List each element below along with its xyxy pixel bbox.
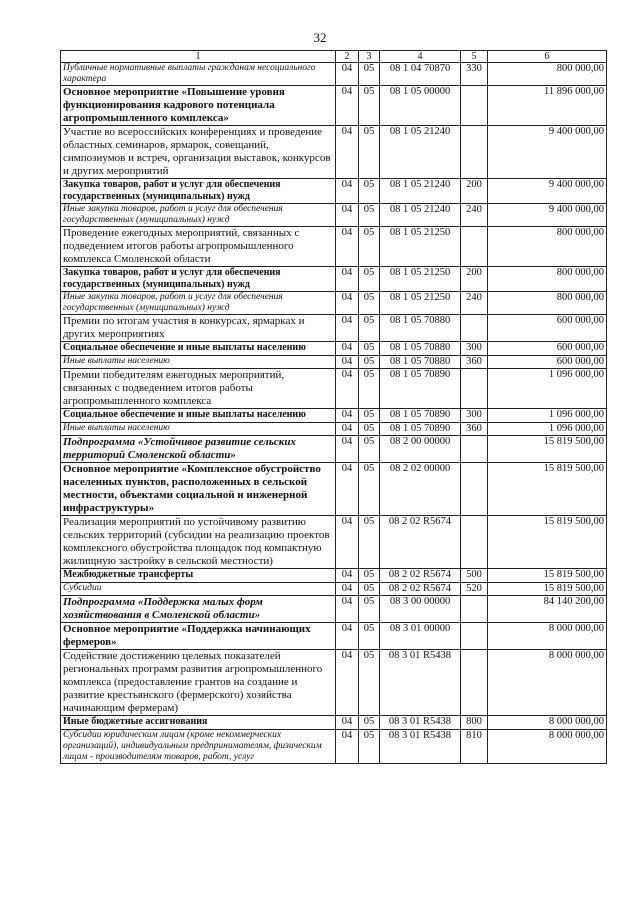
cell-section: 04 [336, 650, 359, 716]
cell-section: 04 [336, 463, 359, 516]
cell-subsection: 05 [359, 355, 380, 369]
cell-section: 04 [336, 342, 359, 356]
cell-section: 04 [336, 596, 359, 623]
cell-target-code: 08 1 05 70880 [380, 355, 461, 369]
table-row [61, 369, 607, 409]
cell-expense-type [461, 126, 488, 179]
cell-subsection: 05 [359, 126, 380, 179]
cell-amount: 1 096 000,00 [488, 409, 607, 423]
cell-amount: 15 819 500,00 [488, 569, 607, 583]
cell-section: 04 [336, 409, 359, 423]
cell-subsection: 05 [359, 596, 380, 623]
cell-expense-type: 200 [461, 267, 488, 292]
page-number: 32 [313, 30, 327, 45]
cell-target-code: 08 3 00 00000 [380, 596, 461, 623]
cell-subsection: 05 [359, 409, 380, 423]
header-cell-subsection: 3 [359, 51, 380, 63]
table-row [61, 204, 607, 227]
cell-item-name: Основное мероприятие «Комплексное обустройство населенных пунктов, расположенных в сельской местности, объектами социальной и инженерной инфраструктуры» [61, 463, 336, 516]
cell-amount: 8 000 000,00 [488, 716, 607, 730]
cell-section: 04 [336, 63, 359, 86]
cell-item-name: Закупка товаров, работ и услуг для обеспечения государственных (муниципальных) нужд [61, 267, 336, 292]
cell-section: 04 [336, 422, 359, 436]
cell-section: 04 [336, 582, 359, 596]
cell-expense-type: 240 [461, 204, 488, 227]
cell-amount: 9 400 000,00 [488, 204, 607, 227]
cell-subsection: 05 [359, 86, 380, 126]
cell-amount: 600 000,00 [488, 355, 607, 369]
table-row [61, 63, 607, 86]
cell-section: 04 [336, 179, 359, 204]
table-row [61, 623, 607, 650]
cell-item-name: Межбюджетные трансферты [61, 569, 336, 583]
cell-item-name: Иные закупки товаров, работ и услуг для обеспечения государственных (муниципальных) нужд [61, 292, 336, 315]
cell-expense-type [461, 436, 488, 463]
cell-expense-type: 800 [461, 716, 488, 730]
cell-target-code: 08 2 02 00000 [380, 463, 461, 516]
table-row [61, 516, 607, 569]
table-row [61, 292, 607, 315]
cell-target-code: 08 2 02 R5674 [380, 516, 461, 569]
cell-section: 04 [336, 729, 359, 763]
table-row [61, 227, 607, 267]
cell-amount: 15 819 500,00 [488, 463, 607, 516]
cell-item-name: Реализация мероприятий по устойчивому развитию сельских территорий (субсидии на реализацию проектов комплексного обустройства площадок под компактную жилищную застройку в сельской местности) [61, 516, 336, 569]
cell-subsection: 05 [359, 463, 380, 516]
cell-amount: 15 819 500,00 [488, 582, 607, 596]
cell-expense-type [461, 227, 488, 267]
cell-target-code: 08 1 04 70870 [380, 63, 461, 86]
cell-amount: 84 140 200,00 [488, 596, 607, 623]
cell-subsection: 05 [359, 315, 380, 342]
table-row [61, 126, 607, 179]
cell-subsection: 05 [359, 422, 380, 436]
cell-target-code: 08 1 05 00000 [380, 86, 461, 126]
cell-subsection: 05 [359, 204, 380, 227]
cell-section: 04 [336, 86, 359, 126]
cell-expense-type: 200 [461, 179, 488, 204]
cell-subsection: 05 [359, 267, 380, 292]
cell-section: 04 [336, 315, 359, 342]
cell-expense-type [461, 86, 488, 126]
cell-item-name: Участие во всероссийских конференциях и проведение областных семинаров, ярмарок, совещаний, симпозиумов и встреч, организация выставок, конкурсов и других мероприятий [61, 126, 336, 179]
table-row [61, 582, 607, 596]
cell-target-code: 08 1 05 21240 [380, 204, 461, 227]
cell-amount: 8 000 000,00 [488, 729, 607, 763]
table-row [61, 569, 607, 583]
cell-expense-type: 360 [461, 355, 488, 369]
cell-target-code: 08 1 05 70890 [380, 409, 461, 423]
cell-target-code: 08 1 05 70880 [380, 315, 461, 342]
cell-target-code: 08 1 05 70880 [380, 342, 461, 356]
cell-expense-type [461, 596, 488, 623]
cell-expense-type: 520 [461, 582, 488, 596]
cell-target-code: 08 1 05 70890 [380, 422, 461, 436]
cell-item-name: Закупка товаров, работ и услуг для обеспечения государственных (муниципальных) нужд [61, 179, 336, 204]
cell-subsection: 05 [359, 516, 380, 569]
cell-item-name: Субсидии [61, 582, 336, 596]
table-row [61, 355, 607, 369]
cell-target-code: 08 2 02 R5674 [380, 582, 461, 596]
table-row [61, 729, 607, 763]
cell-section: 04 [336, 355, 359, 369]
cell-item-name: Публичные нормативные выплаты гражданам несоциального характера [61, 63, 336, 86]
table-row [61, 409, 607, 423]
cell-target-code: 08 2 00 00000 [380, 436, 461, 463]
cell-target-code: 08 1 05 21250 [380, 292, 461, 315]
header-cell-name: 1 [61, 51, 336, 63]
cell-amount: 9 400 000,00 [488, 126, 607, 179]
cell-subsection: 05 [359, 582, 380, 596]
cell-expense-type: 360 [461, 422, 488, 436]
cell-target-code: 08 3 01 00000 [380, 623, 461, 650]
cell-expense-type [461, 650, 488, 716]
cell-subsection: 05 [359, 369, 380, 409]
cell-amount: 800 000,00 [488, 63, 607, 86]
cell-amount: 1 096 000,00 [488, 369, 607, 409]
cell-expense-type: 240 [461, 292, 488, 315]
cell-subsection: 05 [359, 623, 380, 650]
cell-expense-type [461, 315, 488, 342]
cell-item-name: Иные закупки товаров, работ и услуг для обеспечения государственных (муниципальных) нужд [61, 204, 336, 227]
cell-item-name: Основное мероприятие «Повышение уровня функционирования кадрового потенциала агропромышленного комплекса» [61, 86, 336, 126]
cell-section: 04 [336, 436, 359, 463]
cell-expense-type: 500 [461, 569, 488, 583]
table-row [61, 179, 607, 204]
cell-expense-type: 330 [461, 63, 488, 86]
cell-subsection: 05 [359, 342, 380, 356]
table-row [61, 342, 607, 356]
cell-item-name: Субсидии юридическим лицам (кроме некоммерческих организаций), индивидуальным предпринимателям, физическим лицам - производителям товаров, работ, услуг [61, 729, 336, 763]
header-cell-section: 2 [336, 51, 359, 63]
cell-section: 04 [336, 516, 359, 569]
cell-expense-type [461, 369, 488, 409]
cell-section: 04 [336, 716, 359, 730]
cell-subsection: 05 [359, 716, 380, 730]
table-row [61, 716, 607, 730]
cell-expense-type: 300 [461, 342, 488, 356]
cell-item-name: Основное мероприятие «Поддержка начинающих фермеров» [61, 623, 336, 650]
cell-target-code: 08 1 05 70890 [380, 369, 461, 409]
table-row [61, 596, 607, 623]
table-row [61, 86, 607, 126]
cell-section: 04 [336, 623, 359, 650]
cell-target-code: 08 3 01 R5438 [380, 729, 461, 763]
cell-expense-type: 300 [461, 409, 488, 423]
cell-subsection: 05 [359, 729, 380, 763]
budget-table-body [61, 51, 607, 764]
cell-item-name: Премии по итогам участия в конкурсах, ярмарках и других мероприятиях [61, 315, 336, 342]
cell-item-name: Социальное обеспечение и иные выплаты населению [61, 342, 336, 356]
cell-target-code: 08 1 05 21240 [380, 126, 461, 179]
table-row [61, 463, 607, 516]
cell-target-code: 08 3 01 R5438 [380, 716, 461, 730]
cell-section: 04 [336, 126, 359, 179]
table-row [61, 267, 607, 292]
cell-item-name: Социальное обеспечение и иные выплаты населению [61, 409, 336, 423]
cell-section: 04 [336, 227, 359, 267]
cell-subsection: 05 [359, 569, 380, 583]
cell-subsection: 05 [359, 179, 380, 204]
cell-item-name: Премии победителям ежегодных мероприятий, связанных с подведением итогов работы агропромышленного комплекса [61, 369, 336, 409]
cell-amount: 600 000,00 [488, 315, 607, 342]
table-row [61, 650, 607, 716]
cell-section: 04 [336, 267, 359, 292]
cell-section: 04 [336, 204, 359, 227]
cell-amount: 800 000,00 [488, 292, 607, 315]
cell-item-name: Подпрограмма «Устойчивое развитие сельских территорий Смоленской области» [61, 436, 336, 463]
cell-item-name: Иные выплаты населению [61, 355, 336, 369]
cell-amount: 8 000 000,00 [488, 623, 607, 650]
table-row [61, 436, 607, 463]
cell-item-name: Иные бюджетные ассигнования [61, 716, 336, 730]
cell-target-code: 08 1 05 21240 [380, 179, 461, 204]
cell-amount: 800 000,00 [488, 267, 607, 292]
cell-expense-type: 810 [461, 729, 488, 763]
cell-subsection: 05 [359, 650, 380, 716]
table-header-row [61, 51, 607, 63]
table-row [61, 315, 607, 342]
cell-item-name: Подпрограмма «Поддержка малых форм хозяйствования в Смоленской области» [61, 596, 336, 623]
cell-expense-type [461, 623, 488, 650]
table-row [61, 422, 607, 436]
cell-expense-type [461, 516, 488, 569]
cell-amount: 800 000,00 [488, 227, 607, 267]
cell-expense-type [461, 463, 488, 516]
cell-target-code: 08 2 02 R5674 [380, 569, 461, 583]
cell-amount: 9 400 000,00 [488, 179, 607, 204]
cell-target-code: 08 1 05 21250 [380, 267, 461, 292]
cell-target-code: 08 1 05 21250 [380, 227, 461, 267]
cell-item-name: Проведение ежегодных мероприятий, связанных с подведением итогов работы агропромышленного комплекса Смоленской области [61, 227, 336, 267]
cell-amount: 600 000,00 [488, 342, 607, 356]
cell-target-code: 08 3 01 R5438 [380, 650, 461, 716]
header-cell-amount: 6 [488, 51, 607, 63]
cell-subsection: 05 [359, 292, 380, 315]
cell-item-name: Содействие достижению целевых показателей региональных программ развития агропромышленного комплекса (предоставление грантов на создание и развитие крестьянского (фермерского) хозяйства начинающим фермерам) [61, 650, 336, 716]
cell-amount: 15 819 500,00 [488, 516, 607, 569]
cell-section: 04 [336, 292, 359, 315]
cell-subsection: 05 [359, 436, 380, 463]
cell-subsection: 05 [359, 63, 380, 86]
cell-section: 04 [336, 569, 359, 583]
cell-amount: 8 000 000,00 [488, 650, 607, 716]
cell-amount: 15 819 500,00 [488, 436, 607, 463]
cell-item-name: Иные выплаты населению [61, 422, 336, 436]
cell-amount: 1 096 000,00 [488, 422, 607, 436]
cell-subsection: 05 [359, 227, 380, 267]
header-cell-expense-type: 5 [461, 51, 488, 63]
budget-table [60, 50, 607, 764]
cell-amount: 11 896 000,00 [488, 86, 607, 126]
header-cell-target-code: 4 [380, 51, 461, 63]
cell-section: 04 [336, 369, 359, 409]
